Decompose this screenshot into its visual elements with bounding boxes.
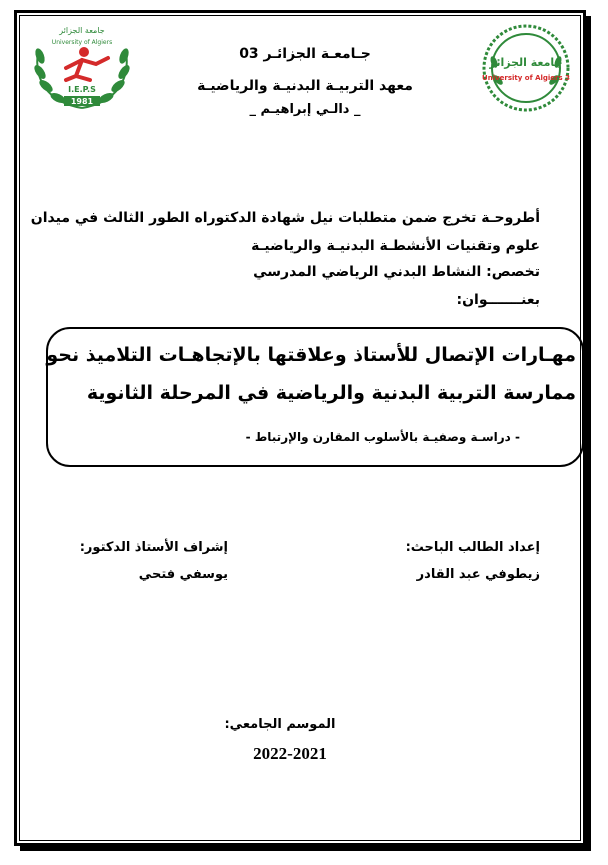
- page-shadow-bottom: [20, 846, 591, 851]
- university-name: جـامعـة الجزائـر 03: [239, 46, 371, 62]
- algiers-logo-arabic-text: جامعة الجزائر: [489, 56, 563, 69]
- title-intro-label: بعنـــــــوان:: [456, 292, 540, 308]
- runner-icon: [66, 47, 108, 80]
- ieps-logo-year: 1981: [70, 97, 94, 106]
- algiers-logo-latin-text: University of Algiers 3: [482, 74, 570, 82]
- student-label: إعداد الطالب الباحث:: [405, 540, 540, 555]
- institute-name: معهد التربيـة البدنيـة والرياضيـة: [197, 78, 413, 94]
- ieps-logo-latin-text: University of Algiers: [51, 39, 113, 46]
- thesis-subtitle: - دراسـة وصفيـة بالأسلوب المقارن والإرتباط -: [245, 430, 520, 444]
- thesis-title-line-2: ممارسة التربية البدنية والرياضية في المرحلة الثانوية: [86, 382, 576, 404]
- academic-season-years: 2022-2021: [253, 744, 327, 763]
- supervisor-label: إشراف الأستاذ الدكتور:: [79, 540, 228, 555]
- academic-season-label: الموسم الجامعي:: [224, 717, 336, 732]
- ieps-logo-code: I.E.P.S: [68, 85, 96, 94]
- ieps-logo: [26, 22, 138, 114]
- supervisor-name: يوسفي فتحي: [138, 567, 228, 582]
- thesis-description-line-1: أطروحـة تخرج ضمن متطلبات نيل شهادة الدكتوراه الطور الثالث في ميدان: [30, 210, 540, 226]
- thesis-description-line-2: علوم وتقنيات الأنشطـة البدنيـة والرياضيـة: [251, 238, 540, 254]
- university-algiers-3-logo: [470, 22, 582, 114]
- student-name: زيطوفي عبد القادر: [416, 567, 540, 582]
- page-shadow-right: [586, 16, 591, 851]
- ieps-logo-arabic-text: جامعة الجزائر: [59, 26, 105, 35]
- thesis-title-line-1: مهـارات الإتصال للأستاذ وعلاقتها بالإتجاهـات التلاميذ نحو: [46, 344, 576, 366]
- department-name: _ دالـي إبراهيـم _: [249, 102, 361, 117]
- thesis-specialization: تخصص: النشاط البدني الرياضي المدرسي: [253, 264, 540, 280]
